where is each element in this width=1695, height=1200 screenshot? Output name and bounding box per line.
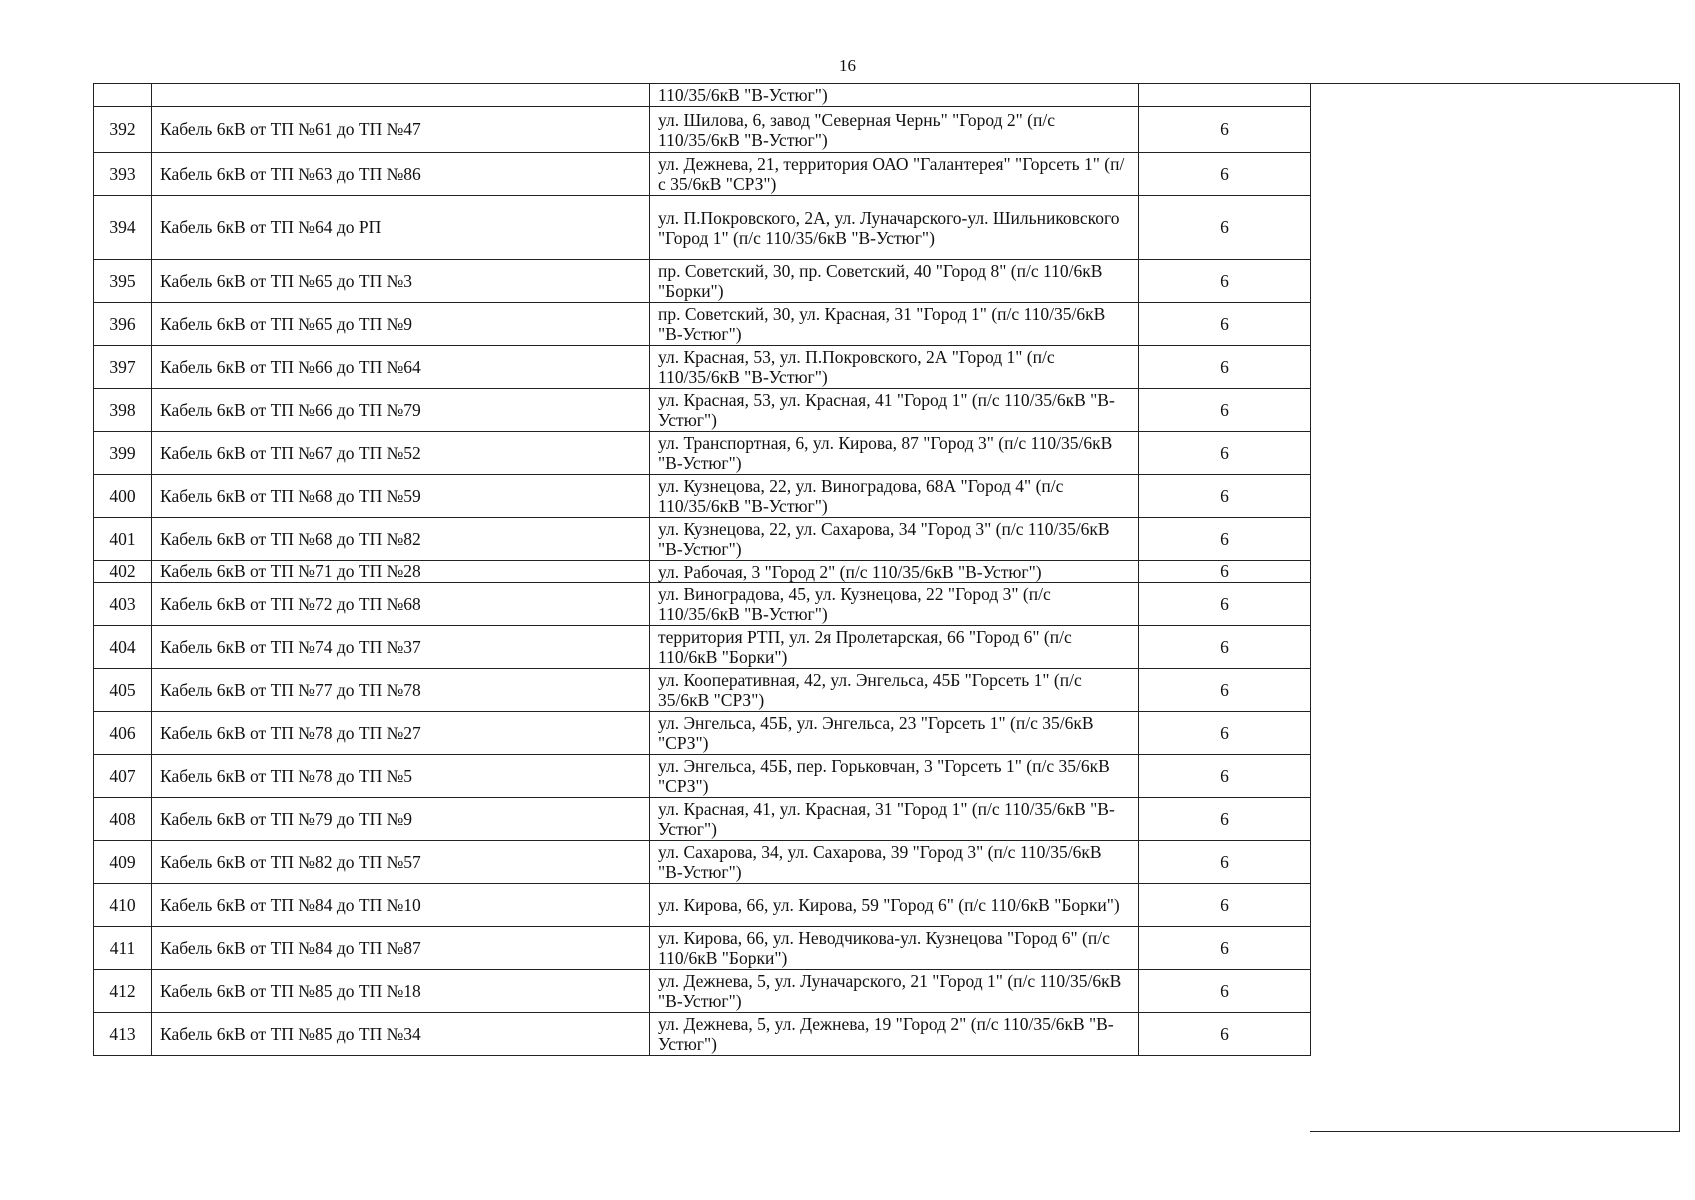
cable-address: территория РТП, ул. 2я Пролетарская, 66 "Город 6" (п/с 110/6кВ "Борки") (650, 626, 1139, 669)
page-number: 16 (839, 56, 856, 75)
cable-address: ул. Виноградова, 45, ул. Кузнецова, 22 "Город 3" (п/с 110/35/6кВ "В-Устюг") (650, 583, 1139, 626)
cable-name: Кабель 6кВ от ТП №68 до ТП №82 (152, 518, 650, 561)
cable-address: пр. Советский, 30, пр. Советский, 40 "Город 8" (п/с 110/6кВ "Борки") (650, 260, 1139, 303)
row-number: 413 (94, 1013, 152, 1056)
table-row (94, 475, 1311, 518)
cable-name: Кабель 6кВ от ТП №66 до ТП №64 (152, 346, 650, 389)
table-row (94, 712, 1311, 755)
cable-address: ул. Красная, 53, ул. П.Покровского, 2А "Город 1" (п/с 110/35/6кВ "В-Устюг") (650, 346, 1139, 389)
cable-name: Кабель 6кВ от ТП №78 до ТП №5 (152, 755, 650, 798)
table-row (94, 1013, 1311, 1056)
row-number: 407 (94, 755, 152, 798)
cable-name: Кабель 6кВ от ТП №84 до ТП №87 (152, 927, 650, 970)
table-row (94, 346, 1311, 389)
cable-name: Кабель 6кВ от ТП №65 до ТП №3 (152, 260, 650, 303)
cable-voltage: 6 (1139, 346, 1311, 389)
table-row (94, 561, 1311, 583)
cable-address: ул. Кирова, 66, ул. Неводчикова-ул. Кузнецова "Город 6" (п/с 110/6кВ "Борки") (650, 927, 1139, 970)
cable-address: ул. Энгельса, 45Б, пер. Горьковчан, 3 "Горсеть 1" (п/с 35/6кВ "СРЗ") (650, 755, 1139, 798)
cable-name: Кабель 6кВ от ТП №68 до ТП №59 (152, 475, 650, 518)
row-number: 410 (94, 884, 152, 927)
cable-voltage: 6 (1139, 561, 1311, 583)
cable-voltage: 6 (1139, 432, 1311, 475)
cable-voltage (1139, 84, 1311, 107)
cable-voltage: 6 (1139, 475, 1311, 518)
cable-name: Кабель 6кВ от ТП №77 до ТП №78 (152, 669, 650, 712)
table-body (94, 84, 1311, 1056)
cable-address: ул. Дежнева, 5, ул. Дежнева, 19 "Город 2" (п/с 110/35/6кВ "В-Устюг") (650, 1013, 1139, 1056)
cable-name: Кабель 6кВ от ТП №82 до ТП №57 (152, 841, 650, 884)
row-number: 411 (94, 927, 152, 970)
table-row (94, 432, 1311, 475)
row-number: 405 (94, 669, 152, 712)
cable-address: ул. Кооперативная, 42, ул. Энгельса, 45Б "Горсеть 1" (п/с 35/6кВ "СРЗ") (650, 669, 1139, 712)
table-row (94, 583, 1311, 626)
cable-voltage: 6 (1139, 260, 1311, 303)
cable-voltage: 6 (1139, 303, 1311, 346)
row-number: 392 (94, 107, 152, 153)
cable-address: пр. Советский, 30, ул. Красная, 31 "Город 1" (п/с 110/35/6кВ "В-Устюг") (650, 303, 1139, 346)
cable-voltage: 6 (1139, 153, 1311, 196)
row-number: 412 (94, 970, 152, 1013)
cable-address: ул. Дежнева, 21, территория ОАО "Галантерея" "Горсеть 1" (п/с 35/6кВ "СРЗ") (650, 153, 1139, 196)
cable-voltage: 6 (1139, 755, 1311, 798)
cable-name: Кабель 6кВ от ТП №79 до ТП №9 (152, 798, 650, 841)
cable-voltage: 6 (1139, 583, 1311, 626)
cable-address: ул. Красная, 53, ул. Красная, 41 "Город 1" (п/с 110/35/6кВ "В-Устюг") (650, 389, 1139, 432)
cable-name (152, 84, 650, 107)
cable-address: ул. Транспортная, 6, ул. Кирова, 87 "Город 3" (п/с 110/35/6кВ "В-Устюг") (650, 432, 1139, 475)
cable-name: Кабель 6кВ от ТП №71 до ТП №28 (152, 561, 650, 583)
cable-name: Кабель 6кВ от ТП №85 до ТП №18 (152, 970, 650, 1013)
cable-name: Кабель 6кВ от ТП №74 до ТП №37 (152, 626, 650, 669)
cable-voltage: 6 (1139, 884, 1311, 927)
right-empty-frame (1310, 83, 1680, 1132)
cable-name: Кабель 6кВ от ТП №65 до ТП №9 (152, 303, 650, 346)
cable-name: Кабель 6кВ от ТП №84 до ТП №10 (152, 884, 650, 927)
row-number (94, 84, 152, 107)
cable-address: ул. Шилова, 6, завод "Северная Чернь" "Город 2" (п/с 110/35/6кВ "В-Устюг") (650, 107, 1139, 153)
cable-voltage: 6 (1139, 798, 1311, 841)
table-row (94, 518, 1311, 561)
table-row (94, 798, 1311, 841)
row-number: 409 (94, 841, 152, 884)
table-row (94, 303, 1311, 346)
cable-address: ул. Красная, 41, ул. Красная, 31 "Город 1" (п/с 110/35/6кВ "В-Устюг") (650, 798, 1139, 841)
cable-voltage: 6 (1139, 196, 1311, 260)
cable-address: ул. Рабочая, 3 "Город 2" (п/с 110/35/6кВ "В-Устюг") (650, 561, 1139, 583)
cable-voltage: 6 (1139, 1013, 1311, 1056)
cable-voltage: 6 (1139, 626, 1311, 669)
row-number: 399 (94, 432, 152, 475)
cable-address: ул. Сахарова, 34, ул. Сахарова, 39 "Город 3" (п/с 110/35/6кВ "В-Устюг") (650, 841, 1139, 884)
row-number: 408 (94, 798, 152, 841)
cable-voltage: 6 (1139, 712, 1311, 755)
row-number: 401 (94, 518, 152, 561)
table-row (94, 107, 1311, 153)
cable-voltage: 6 (1139, 669, 1311, 712)
row-number: 393 (94, 153, 152, 196)
cable-address: ул. Кузнецова, 22, ул. Сахарова, 34 "Город 3" (п/с 110/35/6кВ "В-Устюг") (650, 518, 1139, 561)
row-number: 406 (94, 712, 152, 755)
cable-voltage: 6 (1139, 841, 1311, 884)
cable-address: ул. П.Покровского, 2А, ул. Луначарского-ул. Шильниковского "Город 1" (п/с 110/35/6кВ "В-Устюг") (650, 196, 1139, 260)
cable-address: ул. Кузнецова, 22, ул. Виноградова, 68А "Город 4" (п/с 110/35/6кВ "В-Устюг") (650, 475, 1139, 518)
table-row (94, 884, 1311, 927)
table-row (94, 196, 1311, 260)
cable-address: ул. Дежнева, 5, ул. Луначарского, 21 "Город 1" (п/с 110/35/6кВ "В-Устюг") (650, 970, 1139, 1013)
table-row (94, 669, 1311, 712)
row-number: 394 (94, 196, 152, 260)
table-row (94, 755, 1311, 798)
cable-address: 110/35/6кВ "В-Устюг") (650, 84, 1139, 107)
row-number: 400 (94, 475, 152, 518)
cable-voltage: 6 (1139, 389, 1311, 432)
table-row (94, 153, 1311, 196)
row-number: 396 (94, 303, 152, 346)
cable-voltage: 6 (1139, 518, 1311, 561)
cable-address: ул. Кирова, 66, ул. Кирова, 59 "Город 6" (п/с 110/6кВ "Борки") (650, 884, 1139, 927)
cable-voltage: 6 (1139, 927, 1311, 970)
cable-name: Кабель 6кВ от ТП №64 до РП (152, 196, 650, 260)
table-row (94, 927, 1311, 970)
cable-voltage: 6 (1139, 970, 1311, 1013)
cable-name: Кабель 6кВ от ТП №85 до ТП №34 (152, 1013, 650, 1056)
table-row (94, 841, 1311, 884)
cable-name: Кабель 6кВ от ТП №66 до ТП №79 (152, 389, 650, 432)
row-number: 397 (94, 346, 152, 389)
table-row (94, 260, 1311, 303)
table-row (94, 970, 1311, 1013)
cable-voltage: 6 (1139, 107, 1311, 153)
cable-name: Кабель 6кВ от ТП №78 до ТП №27 (152, 712, 650, 755)
row-number: 398 (94, 389, 152, 432)
row-number: 403 (94, 583, 152, 626)
cable-name: Кабель 6кВ от ТП №63 до ТП №86 (152, 153, 650, 196)
cable-registry-table (93, 83, 1311, 1056)
row-number: 395 (94, 260, 152, 303)
table-row-continuation (94, 84, 1311, 107)
table-row (94, 626, 1311, 669)
cable-name: Кабель 6кВ от ТП №67 до ТП №52 (152, 432, 650, 475)
cable-name: Кабель 6кВ от ТП №72 до ТП №68 (152, 583, 650, 626)
cable-address: ул. Энгельса, 45Б, ул. Энгельса, 23 "Горсеть 1" (п/с 35/6кВ "СРЗ") (650, 712, 1139, 755)
table-row (94, 389, 1311, 432)
row-number: 402 (94, 561, 152, 583)
row-number: 404 (94, 626, 152, 669)
cable-name: Кабель 6кВ от ТП №61 до ТП №47 (152, 107, 650, 153)
